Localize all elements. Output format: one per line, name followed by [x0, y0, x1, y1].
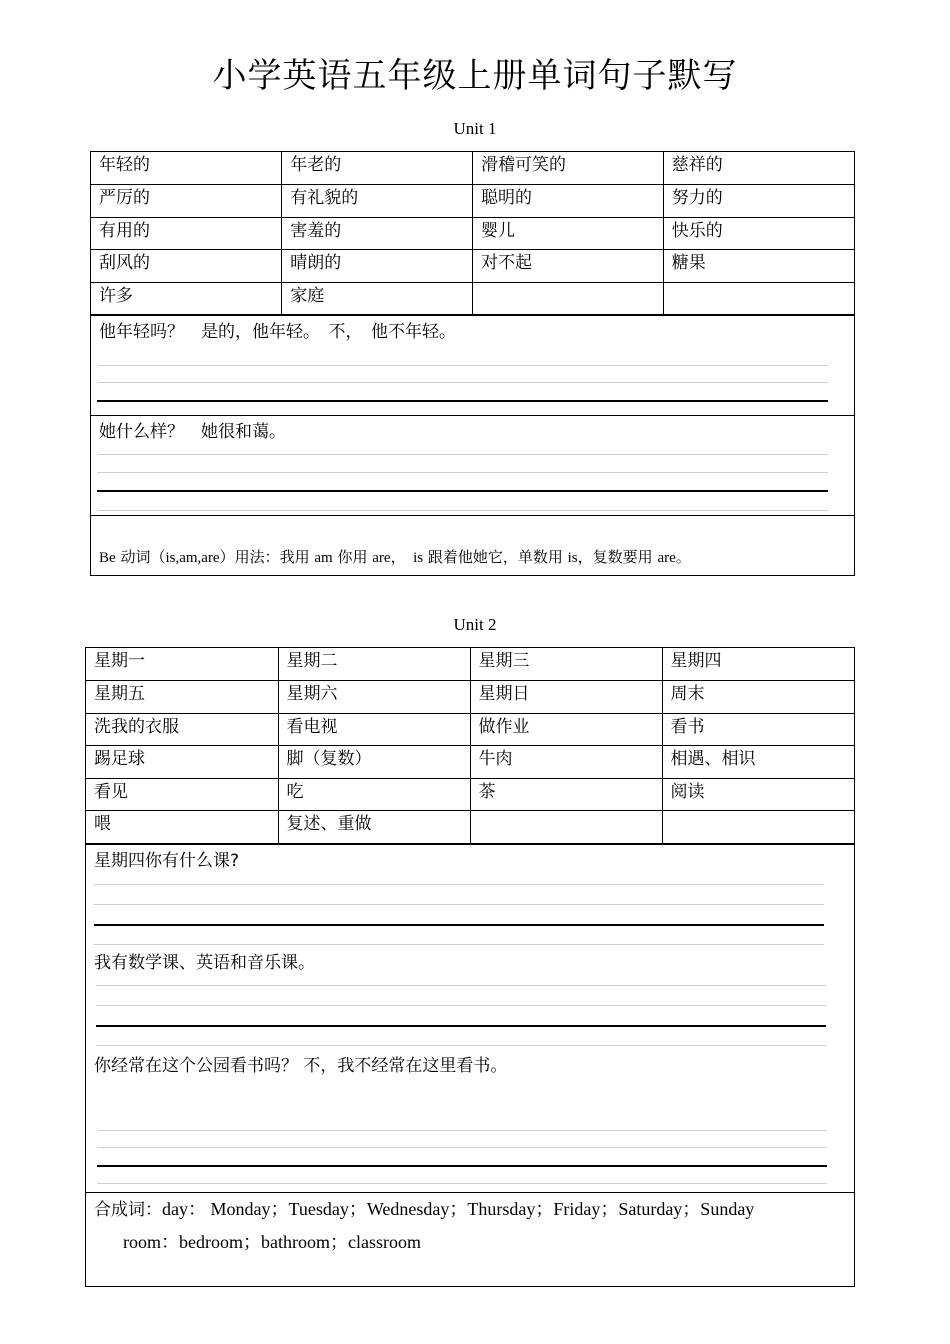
word-cell[interactable]: 星期二	[278, 648, 470, 681]
word-cell[interactable]: 茶	[470, 778, 662, 811]
sentence-prompt: 她什么样？ 她很和蔼。	[99, 422, 286, 442]
word-cell[interactable]	[663, 282, 854, 315]
word-cell[interactable]: 看书	[662, 713, 854, 746]
word-row	[86, 681, 854, 714]
unit2-compound-words	[86, 1192, 854, 1287]
word-cell[interactable]: 年轻的	[91, 152, 282, 185]
word-cell[interactable]: 做作业	[470, 713, 662, 746]
writing-line[interactable]	[96, 1045, 826, 1046]
word-cell[interactable]: 家庭	[282, 282, 473, 315]
writing-line[interactable]	[97, 472, 828, 473]
note-text: is	[567, 550, 578, 566]
writing-line[interactable]	[97, 1130, 827, 1131]
note-text: 动词（	[115, 548, 166, 566]
word-cell[interactable]: 看电视	[278, 713, 470, 746]
word-cell[interactable]: 看见	[86, 778, 278, 811]
compound-label: 合成词：	[94, 1200, 162, 1220]
word-row	[91, 152, 854, 185]
writing-line[interactable]	[97, 382, 828, 383]
writing-line[interactable]	[97, 365, 828, 366]
sentence-prompt: 他年轻吗？ 是的，他年轻。 不， 他不年轻。	[99, 322, 456, 342]
word-cell[interactable]: 努力的	[663, 185, 854, 218]
word-cell[interactable]: 星期日	[470, 681, 662, 714]
note-text: ，复数要用	[577, 548, 658, 566]
unit1-word-table	[91, 152, 854, 315]
word-cell[interactable]: 星期六	[278, 681, 470, 714]
sentence-prompt: 你经常在这个公园看书吗？ 不，我不经常在这里看书。	[94, 1056, 508, 1076]
writing-line[interactable]	[97, 400, 828, 402]
writing-line[interactable]	[97, 1147, 827, 1148]
writing-line[interactable]	[97, 1165, 827, 1167]
compound-day: day： Monday；Tuesday；Wednesday；Thursday；Friday；Saturday；Sunday	[162, 1199, 755, 1219]
word-row	[91, 250, 854, 283]
note-text: is	[413, 550, 424, 566]
word-cell[interactable]: 星期三	[470, 648, 662, 681]
writing-line[interactable]	[94, 884, 824, 885]
unit1-sentence-2	[91, 415, 854, 515]
word-cell[interactable]: 阅读	[662, 778, 854, 811]
unit1-label: Unit 1	[453, 119, 497, 138]
word-row	[91, 217, 854, 250]
writing-line[interactable]	[97, 454, 828, 455]
note-text: 。	[675, 548, 691, 566]
word-cell[interactable]: 牛肉	[470, 746, 662, 779]
word-cell[interactable]: 害羞的	[282, 217, 473, 250]
note-text: is,am,are	[165, 550, 220, 566]
word-cell[interactable]: 聪明的	[473, 185, 664, 218]
word-cell[interactable]: 星期五	[86, 681, 278, 714]
writing-line[interactable]	[96, 1025, 826, 1027]
word-cell[interactable]: 滑稽可笑的	[473, 152, 664, 185]
word-cell[interactable]: 年老的	[282, 152, 473, 185]
sentence-prompt: 我有数学课、英语和音乐课。	[94, 953, 315, 973]
unit1-sentence-1	[91, 315, 854, 415]
word-cell[interactable]: 洗我的衣服	[86, 713, 278, 746]
note-text: Be	[99, 550, 116, 566]
word-row	[91, 282, 854, 315]
word-cell[interactable]: 婴儿	[473, 217, 664, 250]
word-cell[interactable]: 吃	[278, 778, 470, 811]
word-cell[interactable]: 复述、重做	[278, 811, 470, 844]
word-cell[interactable]: 晴朗的	[282, 250, 473, 283]
writing-line[interactable]	[94, 944, 824, 945]
writing-line[interactable]	[96, 1005, 826, 1006]
word-cell[interactable]: 刮风的	[91, 250, 282, 283]
word-row	[86, 746, 854, 779]
note-text: are	[657, 550, 676, 566]
grammar-note	[99, 546, 691, 567]
sentence-prompt: 星期四你有什么课?	[94, 851, 240, 871]
word-row	[86, 648, 854, 681]
unit1-worksheet	[90, 151, 855, 576]
word-cell[interactable]: 许多	[91, 282, 282, 315]
unit2-label: Unit 2	[453, 615, 497, 634]
note-text: am	[314, 550, 333, 566]
note-text: 你用	[332, 548, 373, 566]
word-cell[interactable]: 喂	[86, 811, 278, 844]
word-cell[interactable]: 星期四	[662, 648, 854, 681]
unit2-sentences	[86, 844, 854, 1192]
word-row	[86, 811, 854, 844]
word-cell[interactable]: 相遇、相识	[662, 746, 854, 779]
writing-line[interactable]	[96, 985, 826, 986]
word-cell[interactable]: 星期一	[86, 648, 278, 681]
unit2-word-table	[86, 648, 854, 844]
writing-line[interactable]	[97, 1183, 827, 1184]
writing-line[interactable]	[94, 904, 824, 905]
note-text: ）用法：我用	[219, 548, 315, 566]
note-text: 跟着他她它，单数用	[423, 548, 568, 566]
word-cell[interactable]: 有礼貌的	[282, 185, 473, 218]
compound-line-1	[94, 1195, 754, 1221]
unit2-worksheet	[85, 647, 855, 1287]
note-text: are	[372, 550, 391, 566]
page-title: 小学英语五年级上册单词句子默写	[212, 56, 738, 96]
writing-line[interactable]	[97, 490, 828, 492]
word-cell[interactable]: 周末	[662, 681, 854, 714]
word-cell[interactable]: 踢足球	[86, 746, 278, 779]
unit1-be-verb-note	[91, 515, 854, 576]
word-cell[interactable]: 糖果	[663, 250, 854, 283]
word-row	[91, 185, 854, 218]
word-row	[86, 713, 854, 746]
word-cell[interactable]: 严厉的	[91, 185, 282, 218]
word-cell[interactable]: 快乐的	[663, 217, 854, 250]
word-row	[86, 778, 854, 811]
word-cell[interactable]	[470, 811, 662, 844]
word-cell[interactable]	[662, 811, 854, 844]
writing-line[interactable]	[94, 924, 824, 926]
writing-line[interactable]	[97, 510, 828, 511]
word-cell[interactable]: 有用的	[91, 217, 282, 250]
word-cell[interactable]: 脚（复数）	[278, 746, 470, 779]
note-text: ，	[390, 548, 414, 566]
word-cell[interactable]: 慈祥的	[663, 152, 854, 185]
word-cell[interactable]	[473, 282, 664, 315]
word-cell[interactable]: 对不起	[473, 250, 664, 283]
compound-line-2: room：bedroom；bathroom；classroom	[123, 1232, 421, 1252]
